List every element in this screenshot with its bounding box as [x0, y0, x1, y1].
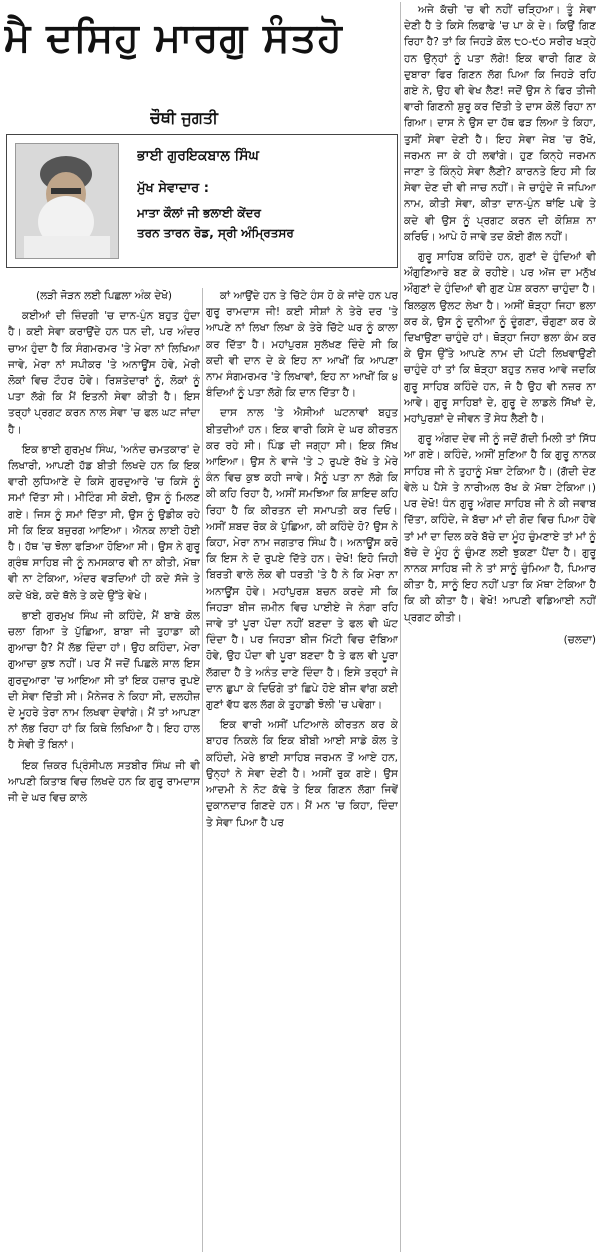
- paragraph: ਕਾਂ ਆਉਂਦੇ ਹਨ ਤੇ ਚਿੱਟੇ ਹੰਸ ਹੋ ਕੇ ਜਾਂਦੇ ਹਨ ਪਰ ਗੁਰੂ ਰਾਮਦਾਸ ਜੀ! ਕਈ ਸੀਸ਼ਾਂ ਨੇ ਤੇਰੇ ਦਰ 'ਤੇ ਆਪਣੇ ਨਾਂ ਲਿਖਾ ਲਿਖਾ ਕੇ ਤੇਰੇ ਚਿੱਟੇ ਘਰ ਨੂੰ ਕਾਲਾ ਕਰ ਦਿੱਤਾ ਹੈ। ਮਹਾਂਪੁਰਸ਼ ਸੁਲੱਖਣ ਦਿੰਦੇ ਸੀ ਕਿ ਕਦੀ ਵੀ ਦਾਨ ਦੇ ਕੇ ਇਹ ਨਾ ਆਖੀਂ ਕਿ ਆਪਣਾ ਨਾਮ ਸੰਗਮਰਮਰ 'ਤੇ ਲਿਖਾਵਾਂ, ਇਹ ਨਾ ਆਖੀਂ ਕਿ ੪ ਬੰਦਿਆਂ ਨੂੰ ਪਤਾ ਲੱਗੇ ਕਿ ਦਾਨ ਦਿੱਤਾ ਹੈ।: [206, 290, 398, 400]
- author-portrait-image: [16, 144, 118, 258]
- paragraph: ਗੁਰੂ ਸਾਹਿਬ ਕਹਿੰਦੇ ਹਨ, ਗੁਣਾਂ ਦੇ ਹੁੰਦਿਆਂ ਵੀ ਔਗੁਣਿਆਰੇ ਬਣ ਕੇ ਰਹੀਏ। ਪਰ ਅੱਜ ਦਾ ਮਨੁੱਖ ਔਗੁਣਾਂ ਦੇ ਹੁੰਦਿਆਂ ਵੀ ਗੁਣ ਪੇਸ਼ ਕਰਨਾ ਚਾਹੁੰਦਾ ਹੈ। ਬਿਲਕੁਲ ਉਲਟ ਲੇਖਾ ਹੈ। ਅਸੀਂ ਥੋੜ੍ਹਾ ਜਿਹਾ ਭਲਾ ਕਰ ਕੇ, ਉਸ ਨੂੰ ਦੁਨੀਆ ਨੂੰ ਦੂੰਗਣਾ, ਚੌਗੁਣਾ ਕਰ ਕੇ ਦਿਖਾਉਣਾ ਚਾਹੁੰਦੇ ਹਾਂ। ਥੋੜ੍ਹਾ ਜਿਹਾ ਭਲਾ ਕੰਮ ਕਰ ਕੇ ਉਸ ਉੱਤੇ ਆਪਣੇ ਨਾਮ ਦੀ ਪੱਟੀ ਲਿਖਵਾਉਣੀ ਚਾਹੁੰਦੇ ਹਾਂ ਤਾਂ ਕਿ ਥੋੜ੍ਹਾ ਬਹੁਤ ਨਜ਼ਰ ਆਵੇ ਜਦਕਿ ਗੁਰੂ ਸਾਹਿਬ ਕਹਿੰਦੇ ਹਨ, ਜੋ ਹੈ ਉਹ ਵੀ ਨਜ਼ਰ ਨਾ ਆਵੇ। ਗੁਰੂ ਸਾਹਿਬਾਂ ਦੇ, ਗੁਰੂ ਦੇ ਲਾਡਲੇ ਸਿੱਖਾਂ ਦੇ, ਮਹਾਂਪੁਰਸ਼ਾਂ ਦੇ ਜੀਵਨ ਤੋਂ ਸੇਧ ਲੈਣੀ ਹੈ।: [404, 251, 596, 426]
- byline-box: [6, 134, 398, 268]
- author-organization: [137, 203, 393, 243]
- author-portrait: [15, 143, 119, 259]
- paragraph: ਇਕ ਜ਼ਿਕਰ ਪ੍ਰਿੰਸੀਪਲ ਸਤਬੀਰ ਸਿੰਘ ਜੀ ਵੀ ਆਪਣੀ ਕਿਤਾਬ ਵਿਚ ਲਿਖਦੇ ਹਨ ਕਿ ਗੁਰੂ ਰਾਮਦਾਸ ਜੀ ਦੇ ਘਰ ਵਿਚ ਕਾਲੇ: [8, 759, 200, 805]
- article-subtitle: ਚੌਥੀ ਜੁਗਤੀ: [150, 108, 218, 127]
- organization-line-2: ਤਰਨ ਤਾਰਨ ਰੋਡ, ਸ੍ਰੀ ਅੰਮ੍ਰਿਤਸਰ: [137, 226, 294, 240]
- article-column-2: [206, 288, 398, 1252]
- article-title: ਮੈ ਦਸਿਹੁ ਮਾਰਗੁ ਸੰਤਹੋ: [4, 15, 343, 61]
- article-column-3: [404, 2, 596, 1252]
- author-role: ਮੁੱਖ ਸੇਵਾਦਾਰ :: [137, 181, 209, 196]
- paragraph: ਭਾਈ ਗੁਰਮੁਖ ਸਿੰਘ ਜੀ ਕਹਿੰਦੇ, ਮੈਂ ਬਾਬੇ ਕੋਲ ਚਲਾ ਗਿਆ ਤੇ ਪੁੱਛਿਆ, ਬਾਬਾ ਜੀ ਤੁਹਾਡਾ ਕੀ ਗੁਆਚਾ ਹੈ? ਮੈਂ ਲੱਭ ਦਿੰਦਾ ਹਾਂ। ਉਹ ਕਹਿੰਦਾ, ਮੇਰਾ ਗੁਆਚਾ ਕੁਝ ਨਹੀਂ। ਪਰ ਮੈਂ ਜਦੋਂ ਪਿਛਲੇ ਸਾਲ ਇਸ ਗੁਰਦੁਆਰਾ 'ਚ ਆਇਆ ਸੀ ਤਾਂ ਇਕ ਹਜ਼ਾਰ ਰੁਪਏ ਦੀ ਸੇਵਾ ਦਿੱਤੀ ਸੀ। ਮੈਨੇਜਰ ਨੇ ਕਿਹਾ ਸੀ, ਦਲਹੀਜ਼ ਦੇ ਮੂਹਰੇ ਤੇਰਾ ਨਾਮ ਲਿਖਵਾ ਦੇਵਾਂਗੇ। ਮੈਂ ਤਾਂ ਆਪਣਾ ਨਾਂ ਲੱਭ ਰਿਹਾ ਹਾਂ ਕਿ ਕਿਥੇ ਲਿਖਿਆ ਹੈ। ਇਹ ਹਾਲ ਹੈ ਸੇਵੀ ਤੋਂ ਬਿਨਾਂ।: [8, 609, 200, 752]
- paragraph: ਗੁਰੂ ਅੰਗਦ ਦੇਵ ਜੀ ਨੂੰ ਜਦੋਂ ਗੱਦੀ ਮਿਲੀ ਤਾਂ ਸਿੱਧ ਆ ਗਏ। ਕਹਿੰਦੇ, ਅਸੀਂ ਸੁਣਿਆ ਹੈ ਕਿ ਗੁਰੂ ਨਾਨਕ ਸਾਹਿਬ ਜੀ ਨੇ ਤੁਹਾਨੂੰ ਮੱਥਾ ਟੇਕਿਆ ਹੈ। (ਗੱਦੀ ਦੇਣ ਵੇਲੇ ੫ ਪੈਸੇ ਤੇ ਨਾਰੀਅਲ ਰੱਖ ਕੇ ਮੱਥਾ ਟੇਕਿਆ।) ਪਰ ਦੇਖੋ! ਧੰਨ ਗੁਰੂ ਅੰਗਦ ਸਾਹਿਬ ਜੀ ਨੇ ਕੀ ਜਵਾਬ ਦਿੱਤਾ, ਕਹਿੰਦੇ, ਜੇ ਬੱਚਾ ਮਾਂ ਦੀ ਗੋਦ ਵਿਚ ਪਿਆ ਹੋਵੇ ਤਾਂ ਮਾਂ ਦਾ ਦਿਲ ਕਰੇ ਬੱਚੇ ਦਾ ਮੂੰਹ ਚੁੰਮਣਾਏ ਤਾਂ ਮਾਂ ਨੂੰ ਬੱਚੇ ਦੇ ਮੂੰਹ ਨੂੰ ਚੁੰਮਣ ਲਈ ਝੁਕਣਾ ਪੈਂਦਾ ਹੈ। ਗੁਰੂ ਨਾਨਕ ਸਾਹਿਬ ਜੀ ਨੇ ਤਾਂ ਸਾਨੂੰ ਚੁੰਮਿਆ ਹੈ, ਪਿਆਰ ਕੀਤਾ ਹੈ, ਸਾਨੂੰ ਇਹ ਨਹੀਂ ਪਤਾ ਕਿ ਮੱਥਾ ਟੇਕਿਆ ਹੈ ਕਿ ਕੀ ਕੀਤਾ ਹੈ। ਵੇਖੋ! ਆਪਣੀ ਵਡਿਆਈ ਨਹੀਂ ਪ੍ਰਗਟ ਕੀਤੀ।: [404, 433, 596, 624]
- author-name: ਭਾਈ ਗੁਰਇਕਬਾਲ ਸਿੰਘ: [137, 148, 259, 164]
- series-note: (ਲੜੀ ਜੋੜਨ ਲਈ ਪਿਛਲਾ ਅੰਕ ਦੇਖੋ): [35, 290, 173, 302]
- column-divider: [202, 288, 203, 1252]
- paragraph: ਅਜੇ ਕੱਚੀ 'ਚ ਵੀ ਨਹੀਂ ਚੜ੍ਹਿਆ। ਤੂੰ ਸੇਵਾ ਦੇਣੀ ਹੈ ਤੇ ਕਿਸੇ ਲਿਫਾਫੇ 'ਚ ਪਾ ਕੇ ਦੇ। ਕਿਉਂ ਗਿਣ ਰਿਹਾ ਹੈ? ਤਾਂ ਕਿ ਜਿਹੜੇ ਕੋਲ ੮੦-੯੦ ਸਰੀਰ ਖੜ੍ਹੇ ਹਨ ਉਨ੍ਹਾਂ ਨੂੰ ਪਤਾ ਲੱਗੇ! ਇਕ ਵਾਰੀ ਗਿਣ ਕੇ ਦੁਬਾਰਾ ਫਿਰ ਗਿਣਨ ਲੱਗ ਪਿਆ ਕਿ ਜਿਹੜੇ ਰਹਿ ਗਏ ਨੇ, ਉਹ ਵੀ ਵੇਖ ਲੈਣ! ਜਦੋਂ ਉਸ ਨੇ ਫਿਰ ਤੀਜੀ ਵਾਰੀ ਗਿਣਨੀ ਸ਼ੁਰੂ ਕਰ ਦਿੱਤੀ ਤੇ ਦਾਸ ਕੋਲੋਂ ਰਿਹਾ ਨਾ ਗਿਆ। ਦਾਸ ਨੇ ਉਸ ਦਾ ਹੱਥ ਫੜ ਲਿਆ ਤੇ ਕਿਹਾ, ਤੁਸੀਂ ਸੇਵਾ ਦੇਣੀ ਹੈ। ਇਹ ਸੇਵਾ ਜੇਬ 'ਚ ਰੱਖੋ, ਜਰਮਨ ਜਾ ਕੇ ਹੀ ਲਵਾਂਗੇ। ਹੁਣ ਕਿਨ੍ਹੇ ਜਰਮਨ ਜਾਣਾ ਤੇ ਕਿੰਨ੍ਹੇ ਸੇਵਾ ਲੈਣੀ? ਕਾਰਨਤੇ ਇਹ ਸੀ ਕਿ ਸੇਵਾ ਦੇਣ ਦੀ ਵੀ ਜਾਚ ਨਹੀਂ। ਜੇ ਚਾਹੁੰਦੇ ਜੋ ਜਪਿਆ ਨਾਮ, ਕੀਤੀ ਸੇਵਾ, ਕੀਤਾ ਦਾਨ-ਪੁੰਨ ਥਾਂਇ ਪਵੇ ਤੇ ਕਦੇ ਵੀ ਉਸ ਨੂੰ ਪ੍ਰਗਟ ਕਰਨ ਦੀ ਕੋਸ਼ਿਸ਼ ਨਾ ਕਰਿਓ। ਆਪੇ ਹੋ ਜਾਵੇ ਤਦ ਕੋਈ ਗੱਲ ਨਹੀਂ।: [404, 4, 596, 243]
- paragraph: ਕਈਆਂ ਦੀ ਜ਼ਿੰਦਗੀ 'ਚ ਦਾਨ-ਪੁੰਨ ਬਹੁਤ ਹੁੰਦਾ ਹੈ। ਕਈ ਸੇਵਾ ਕਰਾਉਂਦੇ ਹਨ ਧਨ ਦੀ, ਪਰ ਅੰਦਰ ਚਾਅ ਹੁੰਦਾ ਹੈ ਕਿ ਸੰਗਮਰਮਰ 'ਤੇ ਮੇਰਾ ਨਾਂ ਲਿਖਿਆ ਜਾਵੇ, ਮੇਰਾ ਨਾਂ ਸਪੀਕਰ 'ਤੇ ਅਨਾਊਂਸ ਹੋਵੇ, ਮੇਰੀ ਲੋਕਾਂ ਵਿਚ ਟੌਹਰ ਹੋਵੇ। ਰਿਸ਼ਤੇਦਾਰਾਂ ਨੂੰ, ਲੋਕਾਂ ਨੂੰ ਪਤਾ ਲੱਗੇ ਕਿ ਮੈਂ ਇਤਨੀ ਸੇਵਾ ਕੀਤੀ ਹੈ। ਇਸ ਤਰ੍ਹਾਂ ਪ੍ਰਗਟ ਕਰਨ ਨਾਲ ਸੇਵਾ 'ਚ ਫਲ ਘਟ ਜਾਂਦਾ ਹੈ।: [8, 310, 200, 436]
- paragraph: ਦਾਸ ਨਾਲ 'ਤੇ ਐਸੀਆਂ ਘਟਨਾਵਾਂ ਬਹੁਤ ਬੀਤਦੀਆਂ ਹਨ। ਇਕ ਵਾਰੀ ਕਿਸੇ ਦੇ ਘਰ ਕੀਰਤਨ ਕਰ ਰਹੇ ਸੀ। ਪਿੰਡ ਦੀ ਜਗ੍ਹਾ ਸੀ। ਇਕ ਸਿੱਖ ਆਇਆ। ਉਸ ਨੇ ਵਾਜੇ 'ਤੇ ੨ ਰੁਪਏ ਰੱਖੇ ਤੇ ਮੇਰੇ ਕੰਨ ਵਿਚ ਕੁਝ ਕਹੀ ਜਾਵੇ। ਮੈਨੂੰ ਪਤਾ ਨਾ ਲੱਗੇ ਕਿ ਕੀ ਕਹਿ ਰਿਹਾ ਹੈ, ਅਸੀਂ ਸਮਝਿਆ ਕਿ ਸ਼ਾਇਦ ਕਹਿ ਰਿਹਾ ਹੈ ਕਿ ਕੀਰਤਨ ਦੀ ਸਮਾਪਤੀ ਕਰ ਦਿਓ। ਅਸੀਂ ਸ਼ਬਦ ਰੋਕ ਕੇ ਪੁੱਛਿਆ, ਕੀ ਕਹਿੰਦੇ ਹੋ? ਉਸ ਨੇ ਕਿਹਾ, ਮੇਰਾ ਨਾਮ ਜਗਤਾਰ ਸਿੰਘ ਹੈ। ਅਨਾਊਂਸ ਕਰੋ ਕਿ ਇਸ ਨੇ ਦੋ ਰੁਪਏ ਦਿੱਤੇ ਹਨ। ਦੇਖੋ! ਇਹੋ ਜਿਹੀ ਬਿਰਤੀ ਵਾਲੇ ਲੋਕ ਵੀ ਧਰਤੀ 'ਤੇ ਹੈ ਨੇ ਕਿ ਮੇਰਾ ਨਾ ਅਨਾਊਂਸ ਹੋਵੇ। ਮਹਾਂਪੁਰਸ਼ ਬਚਨ ਕਰਦੇ ਸੀ ਕਿ ਜਿਹੜਾ ਬੀਜ ਜ਼ਮੀਨ ਵਿਚ ਪਾਈਏ ਜੇ ਨੰਗਾ ਰਹਿ ਜਾਵੇ ਤਾਂ ਪੂਰਾ ਪੌਦਾ ਨਹੀਂ ਬਣਦਾ ਤੇ ਫਲ ਵੀ ਘੱਟ ਦਿੰਦਾ ਹੈ। ਪਰ ਜਿਹੜਾ ਬੀਜ ਮਿੱਟੀ ਵਿਚ ਦੱਬਿਆ ਹੋਵੇ, ਉਹ ਪੌਦਾ ਵੀ ਪੂਰਾ ਬਣਦਾ ਹੈ ਤੇ ਫਲ ਵੀ ਪੂਰਾ ਲੱਗਦਾ ਹੈ ਤੇ ਅਨੰਤ ਦਾਣੇ ਦਿੰਦਾ ਹੈ। ਇਸੇ ਤਰ੍ਹਾਂ ਜੇ ਦਾਨ ਛੁਪਾ ਕੇ ਦਿਓਗੇ ਤਾਂ ਛਿਪੇ ਹੋਏ ਬੀਜ ਵਾਂਗ ਕਈ ਗੁਣਾਂ ਵੱਧ ਫਲ ਲੱਗ ਕੇ ਤੁਹਾਡੀ ਝੋਲੀ 'ਚ ਪਵੇਗਾ।: [206, 407, 398, 712]
- article-column-1: [8, 288, 200, 1252]
- organization-line-1: ਮਾਤਾ ਕੌਲਾਂ ਜੀ ਭਲਾਈ ਕੇਂਦਰ: [137, 206, 261, 220]
- continued-marker: (ਚਲਦਾ): [563, 633, 596, 646]
- paragraph: ਇਕ ਵਾਰੀ ਅਸੀਂ ਪਟਿਆਲੇ ਕੀਰਤਨ ਕਰ ਕੇ ਬਾਹਰ ਨਿਕਲੇ ਕਿ ਇਕ ਬੀਬੀ ਆਈ ਸਾਡੇ ਕੋਲ ਤੇ ਕਹਿੰਦੀ, ਮੇਰੇ ਭਾਈ ਸਾਹਿਬ ਜਰਮਨ ਤੋਂ ਆਏ ਹਨ, ਉਨ੍ਹਾਂ ਨੇ ਸੇਵਾ ਦੇਣੀ ਹੈ। ਅਸੀਂ ਰੁਕ ਗਏ। ਉਸ ਆਦਮੀ ਨੇ ਨੋਟ ਕੱਢੇ ਤੇ ਇਕ ਗਿਣਨ ਲੱਗਾ ਜਿਵੇਂ ਦੁਕਾਨਦਾਰ ਗਿਣਦੇ ਹਨ। ਮੈਂ ਮਨ 'ਚ ਕਿਹਾ, ਦਿੰਦਾ ਤੇ ਸੇਵਾ ਪਿਆ ਹੈ ਪਰ: [206, 719, 398, 829]
- column-divider: [400, 2, 401, 1252]
- paragraph: ਇਕ ਭਾਈ ਗੁਰਮੁਖ ਸਿੰਘ, 'ਅਨੰਦ ਚਮਤਕਾਰ' ਦੇ ਲਿਖਾਰੀ, ਆਪਣੀ ਹੱਡ ਬੀਤੀ ਲਿਖਦੇ ਹਨ ਕਿ ਇਕ ਵਾਰੀ ਲੁਧਿਆਣੇ ਦੇ ਕਿਸੇ ਗੁਰਦੁਆਰੇ 'ਚ ਕਿਸੇ ਨੂੰ ਸਮਾਂ ਦਿੱਤਾ ਸੀ। ਮੀਟਿੰਗ ਸੀ ਕੋਈ, ਉਸ ਨੂੰ ਮਿਲਣ ਗਏ। ਜਿਸ ਨੂੰ ਸਮਾਂ ਦਿੱਤਾ ਸੀ, ਉਸ ਨੂੰ ਉਡੀਕ ਰਹੇ ਸੀ ਕਿ ਇਕ ਬਜ਼ੁਰਗ ਆਇਆ। ਐਨਕ ਲਾਈ ਹੋਈ ਹੈ। ਹੱਥ 'ਚ ਝੋਲਾ ਫੜਿਆ ਹੋਇਆ ਸੀ। ਉਸ ਨੇ ਗੁਰੂ ਗ੍ਰੰਥ ਸਾਹਿਬ ਜੀ ਨੂੰ ਨਮਸਕਾਰ ਵੀ ਨਾ ਕੀਤੀ, ਮੱਥਾ ਵੀ ਨਾ ਟੇਕਿਆ, ਅੰਦਰ ਵੜਦਿਆਂ ਹੀ ਕਦੇ ਸੱਜੇ ਤੇ ਕਦੇ ਖੱਬੇ, ਕਦੇ ਥੱਲੇ ਤੇ ਕਦੇ ਉੱਤੇ ਵੇਖੇ।: [8, 443, 200, 602]
